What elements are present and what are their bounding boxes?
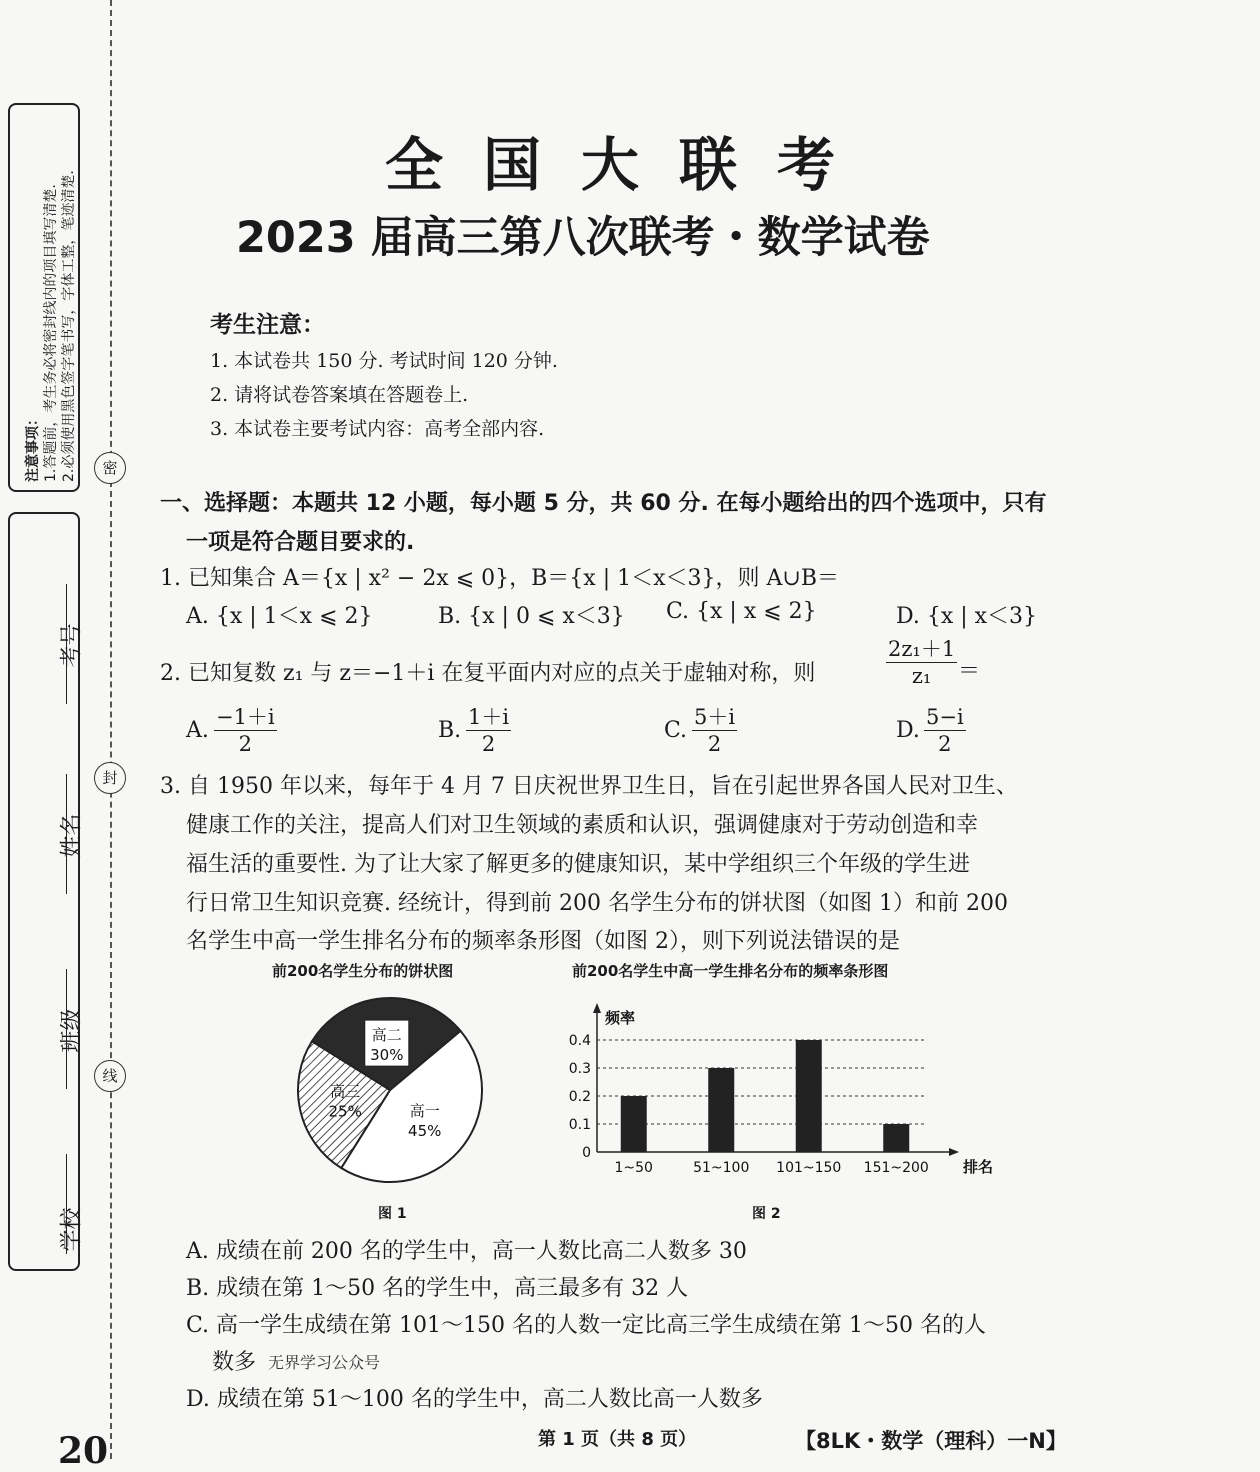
paper-code: 【8LK・数学（理科）一N】 xyxy=(795,1429,1067,1453)
bar-101~150 xyxy=(796,1040,822,1152)
note-item: 2. 请将试卷答案填在答题卷上. xyxy=(210,384,469,406)
q1-stem: 1. 已知集合 A＝{x | x² − 2x ⩽ 0}，B＝{x | 1＜x＜3}，则 A∪B＝ xyxy=(160,566,839,591)
y-tick-label: 0.4 xyxy=(568,1033,591,1049)
x-tick-label: 1~50 xyxy=(614,1160,653,1176)
field-line[interactable] xyxy=(66,969,67,1089)
page-subtitle: 2023 届高三第八次联考・数学试卷 xyxy=(236,213,930,263)
fraction-numerator: −1＋i xyxy=(216,705,275,729)
bar-51~100 xyxy=(708,1068,734,1152)
student-info-box xyxy=(8,512,85,1271)
x-tick-label: 51~100 xyxy=(693,1160,750,1176)
q2-expression xyxy=(886,636,957,689)
pie-slice-name: 高二 xyxy=(371,1026,402,1045)
q2-stem: 2. 已知复数 z₁ 与 z＝−1＋i 在复平面内对应的点关于虚轴对称，则 xyxy=(160,661,816,686)
q2-option-letter: C. xyxy=(664,718,688,743)
pie-slice-name: 高三 xyxy=(330,1082,361,1101)
q1-option-d[interactable]: D. {x | x＜3} xyxy=(896,604,1038,629)
corner-number: 20 xyxy=(58,1430,109,1472)
bar-chart xyxy=(555,995,994,1185)
q3-stem-line: 行日常卫生知识竞赛. 经统计，得到前 200 名学生分布的饼状图（如图 1）和前 200 xyxy=(186,891,1008,916)
q2-option-fraction xyxy=(466,704,511,757)
q2-equals: ＝ xyxy=(958,659,981,684)
field-label: 姓名 xyxy=(59,813,85,858)
seal-mi: 密 xyxy=(94,452,126,484)
fraction-denominator: 2 xyxy=(938,732,952,756)
field-label: 班级 xyxy=(59,1008,85,1053)
x-tick-label: 151~200 xyxy=(863,1160,929,1176)
x-tick-label: 101~150 xyxy=(776,1160,842,1176)
q3-stem-line: 名学生中高一学生排名分布的频率条形图（如图 2），则下列说法错误的是 xyxy=(186,929,900,954)
q3-stem-line: 3. 自 1950 年以来，每年于 4 月 7 日庆祝世界卫生日，旨在引起世界各国人民对卫生、 xyxy=(160,774,1018,799)
page-number: 第 1 页（共 8 页） xyxy=(538,1429,697,1450)
y-tick-label: 0.1 xyxy=(568,1117,591,1133)
section-heading: 一、选择题：本题共 12 小题，每小题 5 分，共 60 分. 在每小题给出的四个选项中，只有 xyxy=(160,491,1047,516)
note-item: 3. 本试卷主要考试内容：高考全部内容. xyxy=(210,418,545,440)
q2-option-fraction xyxy=(214,704,277,757)
field-line[interactable] xyxy=(66,1154,67,1254)
seal-line xyxy=(110,0,112,1459)
bar-chart-title: 前200名学生中高一学生排名分布的频率条形图 xyxy=(572,962,889,980)
q2-option-letter: B. xyxy=(438,718,462,743)
pie-slice-percent: 45% xyxy=(408,1122,442,1141)
fraction-numerator: 5−i xyxy=(926,705,964,729)
q1-option-b[interactable]: B. {x | 0 ⩽ x＜3} xyxy=(438,604,625,629)
pie-chart xyxy=(290,990,510,1190)
bar-1~50 xyxy=(621,1096,647,1152)
notes-heading: 考生注意： xyxy=(210,312,325,338)
fraction-numerator: 1＋i xyxy=(468,705,510,729)
y-tick-label: 0.3 xyxy=(568,1061,591,1077)
y-axis-label: 频率 xyxy=(605,1009,636,1027)
bar-151~200 xyxy=(883,1124,909,1152)
section-heading-cont: 一项是符合题目要求的. xyxy=(186,530,415,555)
q1-option-a[interactable]: A. {x | 1＜x ⩽ 2} xyxy=(186,604,373,629)
q2-option-fraction xyxy=(692,704,737,757)
notice-line-1: 1.答题前，考生务必将密封线内的项目填写清楚. xyxy=(43,184,59,482)
x-axis-arrow xyxy=(949,1148,959,1156)
pie-slice-percent: 30% xyxy=(370,1046,404,1065)
q2-option-letter: D. xyxy=(896,718,920,743)
field-line[interactable] xyxy=(66,584,67,704)
notice-title: 注意事项： xyxy=(25,412,41,482)
page-title: 全国大联考 xyxy=(384,131,875,199)
q3-stem-line: 福生活的重要性. 为了让大家了解更多的健康知识，某中学组织三个年级的学生进 xyxy=(186,852,970,877)
y-tick-label: 0.2 xyxy=(568,1089,591,1105)
y-tick-label: 0 xyxy=(582,1145,591,1161)
field-label: 考号 xyxy=(59,623,85,668)
notice-line-2: 2.必须使用黑色签字笔书写，字体工整，笔迹清楚. xyxy=(61,170,77,482)
q3-option-d[interactable]: D. 成绩在第 51～100 名的学生中，高二人数比高一人数多 xyxy=(186,1387,763,1412)
fraction-denominator: 2 xyxy=(707,732,722,756)
q3-option-b[interactable]: B. 成绩在第 1～50 名的学生中，高三最多有 32 人 xyxy=(186,1276,689,1301)
field-line[interactable] xyxy=(66,774,67,894)
q3-option-c-cont: 数多 xyxy=(212,1350,257,1375)
pie-chart-title: 前200名学生分布的饼状图 xyxy=(272,962,454,980)
fraction-numerator: 5＋i xyxy=(694,705,736,729)
note-item: 1. 本试卷共 150 分. 考试时间 120 分钟. xyxy=(210,350,558,372)
q1-option-c[interactable]: C. {x | x ⩽ 2} xyxy=(666,599,817,624)
bar-chart-caption: 图 2 xyxy=(752,1206,781,1222)
seal-feng: 封 xyxy=(94,762,126,794)
watermark: 无界学习公众号 xyxy=(268,1353,381,1372)
q2-expr-numerator: 2z₁＋1 xyxy=(888,637,956,661)
q3-option-a[interactable]: A. 成绩在前 200 名的学生中，高一人数比高二人数多 30 xyxy=(186,1239,747,1264)
q3-stem-line: 健康工作的关注，提高人们对卫生领域的素质和认识，强调健康对于劳动创造和幸 xyxy=(186,813,979,838)
x-axis-label: 排名 xyxy=(963,1158,994,1176)
pie-slice-name: 高一 xyxy=(409,1102,440,1121)
y-axis-arrow xyxy=(593,1003,601,1013)
q2-option-letter: A. xyxy=(186,718,209,743)
fraction-denominator: 2 xyxy=(481,732,496,756)
field-label: 学校 xyxy=(59,1207,85,1252)
pie-slice-percent: 25% xyxy=(328,1102,362,1121)
pie-chart-caption: 图 1 xyxy=(378,1206,407,1222)
q2-option-fraction xyxy=(924,704,966,757)
q3-option-c[interactable]: C. 高一学生成绩在第 101～150 名的人数一定比高三学生成绩在第 1～50 名的人 xyxy=(186,1313,986,1338)
q2-expr-denominator: z₁ xyxy=(911,664,932,688)
seal-xian: 线 xyxy=(94,1060,126,1092)
fraction-denominator: 2 xyxy=(238,732,253,756)
